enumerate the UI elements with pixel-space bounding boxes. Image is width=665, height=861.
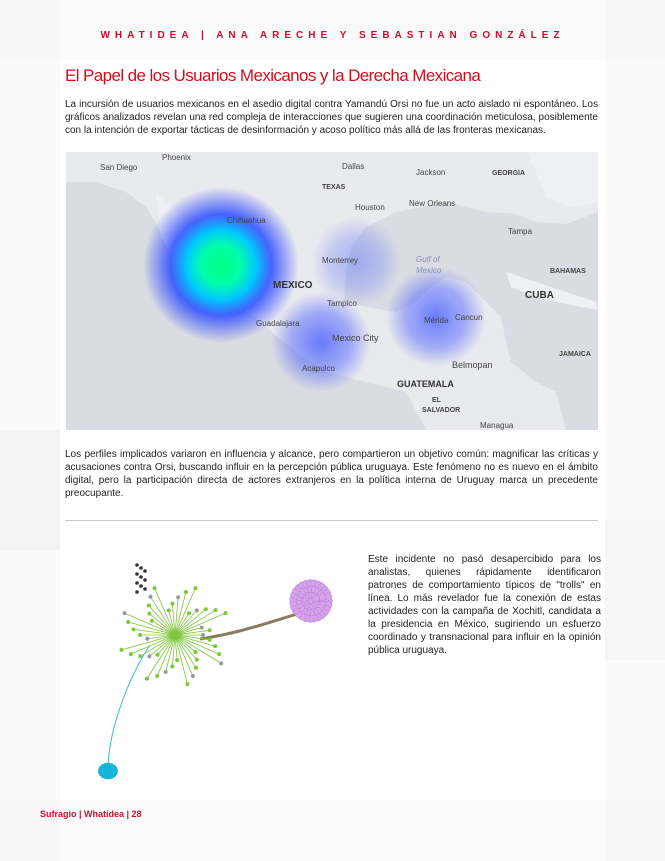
green-node	[213, 608, 217, 612]
paragraph-2: Los perfiles implicados variaron en influencia y alcance, pero compartieron un objetivo común: magnificar las críticas y acusaciones contra Orsi, buscando influir en la percepción pública uruguaya. Este fenómeno no es nuevo en el ámbito digital, pero la participación directa de actores extranjeros en la política interna de Uruguay marca un precedente preocupante.	[65, 449, 598, 499]
green-node	[184, 590, 188, 594]
dark-node	[135, 563, 139, 567]
label-guadalajara: Guadalajara	[256, 319, 300, 328]
paragraph-1: La incursión de usuarios mexicanos en el asedio digital contra Yamandú Orsi no fue un acto aislado ni espontáneo. Los gráficos analizados revelan una red compleja de interacciones que sugieren una coordinación meticulosa, posiblemente con la intención de exportar tácticas de desinformación y acoso político más allá de las fronteras mexicanas.	[65, 99, 598, 136]
label-jamaica: JAMAICA	[559, 351, 591, 358]
dark-node	[143, 578, 147, 582]
green-node	[208, 628, 212, 632]
green-node	[145, 677, 149, 681]
green-node	[187, 611, 191, 615]
green-node	[195, 608, 199, 612]
section-divider	[65, 520, 598, 521]
label-acapulco: Acapulco	[302, 364, 335, 373]
green-node	[129, 652, 133, 656]
green-node	[200, 626, 204, 630]
green-node	[138, 654, 142, 658]
green-node	[170, 664, 174, 668]
green-node	[194, 666, 198, 670]
label-el-salvador-2: SALVADOR	[422, 407, 461, 414]
green-node	[153, 586, 157, 590]
label-managua: Managua	[480, 421, 514, 430]
green-node	[194, 650, 198, 654]
green-node	[147, 654, 151, 658]
green-edge	[155, 588, 175, 635]
label-texas: TEXAS	[322, 184, 346, 191]
label-cancun: Cancun	[455, 313, 483, 322]
footer: Sufragio | Whatidea | 28	[40, 809, 142, 819]
label-bahamas: BAHAMAS	[550, 268, 586, 275]
purple-node	[325, 593, 332, 600]
green-node	[195, 658, 199, 662]
label-chihuahua: Chihuahua	[227, 216, 266, 225]
cluster-purple	[290, 580, 333, 623]
label-new-orleans: New Orleans	[409, 199, 456, 208]
green-node	[170, 602, 174, 606]
green-node	[126, 620, 130, 624]
green-node	[147, 612, 151, 616]
cluster-cyan	[98, 763, 118, 780]
green-node	[223, 611, 227, 615]
dark-node	[135, 572, 139, 576]
green-node	[138, 633, 142, 637]
paragraph-3: Este incidente no pasó desapercibido para los analistas, quienes rápidamente identificaron patrones de comportamiento típicos de "trolls" en línea. Lo más revelador fue la conexión de estas actividades con la campaña de Xochitl, candidata a la presidencia en México, sugiriendo un esfuerzo coordinado y transnacional para influir en la opinión pública uruguaya.	[368, 554, 601, 656]
dark-node	[135, 590, 139, 594]
green-node	[176, 595, 180, 599]
green-node	[208, 638, 212, 642]
label-cuba: CUBA	[525, 290, 554, 301]
label-jackson: Jackson	[416, 168, 446, 177]
green-node	[123, 611, 127, 615]
label-monterrey: Monterrey	[322, 256, 359, 265]
label-tampa: Tampa	[508, 227, 533, 236]
green-node	[147, 603, 151, 607]
green-node	[193, 586, 197, 590]
dark-node	[139, 575, 143, 579]
green-node	[164, 670, 168, 674]
label-merida: Mérida	[424, 316, 449, 325]
label-mexico: MEXICO	[273, 280, 313, 291]
article-title: El Papel de los Usuarios Mexicanos y la Derecha Mexicana	[65, 66, 481, 85]
green-node	[213, 644, 217, 648]
label-gulf-2: Mexico	[416, 266, 442, 275]
label-guatemala: GUATEMALA	[397, 379, 454, 389]
green-node	[167, 608, 171, 612]
label-gulf-1: Gulf of	[416, 255, 440, 264]
label-houston: Houston	[355, 203, 385, 212]
label-phoenix: Phoenix	[162, 153, 191, 162]
green-node	[150, 619, 154, 623]
edge-green-to-cyan	[108, 645, 150, 765]
green-node	[119, 648, 123, 652]
label-san-diego: San Diego	[100, 163, 138, 172]
label-mexico-city: Mexico City	[332, 333, 379, 343]
dark-node	[143, 587, 147, 591]
green-node	[156, 653, 160, 657]
dark-node	[139, 584, 143, 588]
green-node	[175, 658, 179, 662]
dark-node	[139, 566, 143, 570]
green-node	[149, 595, 153, 599]
label-dallas: Dallas	[342, 162, 365, 171]
heatmap-mexico	[66, 152, 598, 430]
label-belmopan: Belmopan	[452, 360, 493, 370]
green-node	[217, 652, 221, 656]
cyan-node	[113, 767, 117, 771]
label-el-salvador-1: EL	[432, 397, 441, 404]
dark-node	[135, 581, 139, 585]
dark-node	[143, 569, 147, 573]
label-tampico: Tampico	[327, 299, 357, 308]
running-head: WHATIDEA | ANA ARECHE Y SEBASTIAN GONZÁLEZ	[100, 30, 565, 41]
green-node	[201, 633, 205, 637]
green-node	[191, 674, 195, 678]
green-node	[204, 607, 208, 611]
cluster-green	[119, 563, 227, 686]
network-graph	[90, 555, 350, 795]
green-node	[145, 637, 149, 641]
label-georgia: GEORGIA	[492, 170, 526, 177]
green-node	[185, 682, 189, 686]
green-node	[155, 674, 159, 678]
green-node	[219, 661, 223, 665]
green-node	[131, 627, 135, 631]
